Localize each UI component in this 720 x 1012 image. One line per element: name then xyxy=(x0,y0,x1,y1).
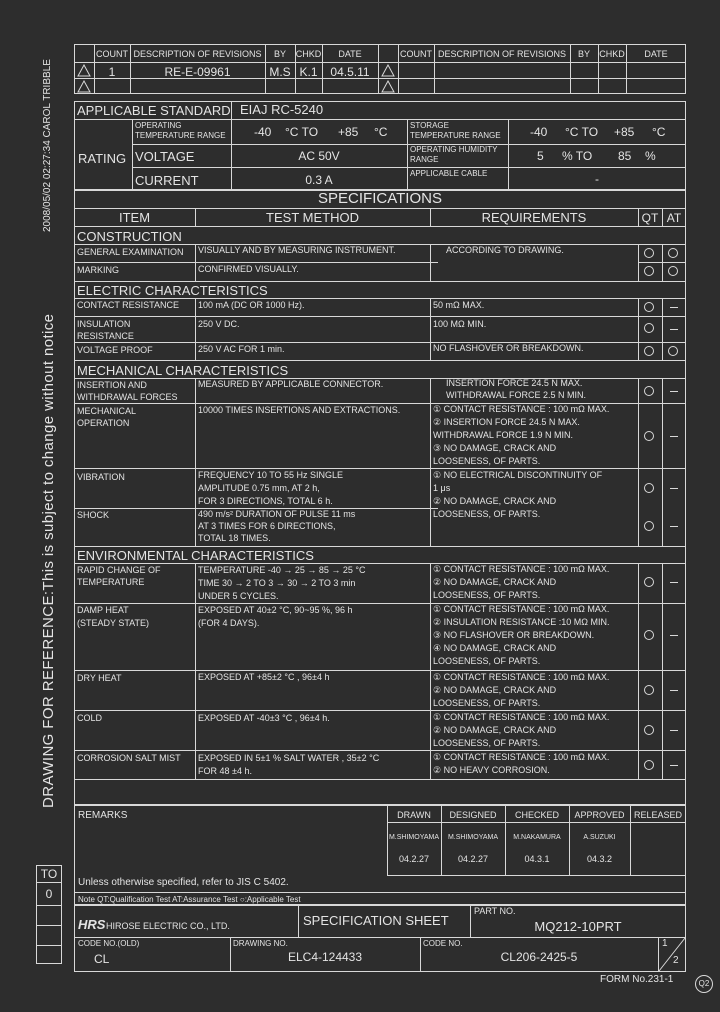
mech-test: 10000 TIMES INSERTIONS AND EXTRACTIONS. xyxy=(198,405,401,415)
shock-test-2: AT 3 TIMES FOR 6 DIRECTIONS, xyxy=(198,521,336,531)
insul-test: 250 V DC. xyxy=(198,319,240,329)
rev-date: 04.5.11 xyxy=(330,65,370,79)
qt-insul-mark xyxy=(644,323,654,333)
qt-mech-mark xyxy=(644,431,654,441)
side-notice: DRAWING FOR REFERENCE:This is subject to change without notice xyxy=(40,313,57,808)
qt-cold-mark xyxy=(644,725,654,735)
damp-item-2: (STEADY STATE) xyxy=(77,618,150,628)
sec-construction: CONSTRUCTION xyxy=(77,229,182,244)
general-test: VISUALLY AND BY MEASURING INSTRUMENT. xyxy=(198,245,396,255)
std-label: APPLICABLE STANDARD xyxy=(77,103,231,118)
drawn-date: 04.2.27 xyxy=(398,854,430,864)
shock-item: SHOCK xyxy=(77,510,110,520)
qt-contact-mark xyxy=(644,302,654,312)
rev-count: 1 xyxy=(108,65,116,79)
drawn-name: M.SHIMOYAMA xyxy=(388,834,440,841)
humidity-min: 5 xyxy=(537,149,544,163)
insul-item-2: RESISTANCE xyxy=(77,331,134,341)
mech-item-2: OPERATION xyxy=(77,418,130,428)
sheet-total: 2 xyxy=(673,955,679,966)
rapid-req-3: LOOSENESS, OF PARTS. xyxy=(433,590,541,600)
rev-by: M.S xyxy=(269,65,291,79)
mech-req-5: LOOSENESS, OF PARTS. xyxy=(433,456,541,466)
to-label: TO xyxy=(40,867,58,881)
qt-volt-mark xyxy=(644,346,654,356)
spec-title: SPECIFICATIONS xyxy=(318,190,442,207)
marking-test: CONFIRMED VISUALLY. xyxy=(198,264,299,274)
h-at: AT xyxy=(666,211,682,225)
op-temp-min: -40 xyxy=(254,125,272,139)
rapid-test-1: TEMPERATURE -40 → 25 → 85 → 25 °C xyxy=(198,565,366,575)
code-old: CL xyxy=(94,952,110,966)
cold-item: COLD xyxy=(77,713,103,723)
corr-req-1: ① CONTACT RESISTANCE : 100 mΩ MAX. xyxy=(433,752,610,762)
rapid-test-2: TIME 30 → 2 TO 3 → 30 → 2 TO 3 min xyxy=(198,578,356,588)
designed-date: 04.2.27 xyxy=(457,854,489,864)
vib-req-1: ① NO ELECTRICAL DISCONTINUITY OF xyxy=(433,470,603,480)
to-value: 0 xyxy=(45,887,53,901)
voltage-value: AC 50V xyxy=(298,149,340,163)
volt-item: VOLTAGE PROOF xyxy=(77,345,153,355)
at-shock-dash xyxy=(670,526,678,527)
dry-req-1: ① CONTACT RESISTANCE : 100 mΩ MAX. xyxy=(433,672,610,682)
h-item: ITEM xyxy=(118,210,151,225)
qt-shock-mark xyxy=(644,521,654,531)
op-temp-label: OPERATING TEMPERATURE RANGE xyxy=(135,121,226,140)
humidity-unit: % xyxy=(645,149,656,163)
at-vib-dash xyxy=(670,488,678,489)
revision-triangle-icon-4 xyxy=(381,80,395,93)
rev-h-by-2: BY xyxy=(577,49,590,59)
rev-h-count-2: COUNT xyxy=(400,49,432,59)
st-temp-min: -40 xyxy=(530,125,548,139)
side-stamp: 2008/05/02 02:27:34 CAROL TRIBBLE xyxy=(42,59,53,232)
revision-triangle-icon-2 xyxy=(381,64,395,77)
at-rapid-dash xyxy=(670,582,678,583)
qt-ins-mark xyxy=(644,386,654,396)
rapid-test-3: UNDER 5 CYCLES. xyxy=(198,591,279,601)
designed-name: M.SHIMOYAMA xyxy=(447,834,499,841)
damp-req-3: ③ NO FLASHOVER OR BREAKDOWN. xyxy=(433,630,595,640)
marking-item: MARKING xyxy=(77,265,120,275)
part-no-label: PART NO. xyxy=(474,906,516,916)
sec-mechanical: MECHANICAL CHARACTERISTICS xyxy=(77,363,289,378)
volt-req: NO FLASHOVER OR BREAKDOWN. xyxy=(433,343,584,353)
contact-req: 50 mΩ MAX. xyxy=(433,300,485,310)
qt-damp-mark xyxy=(644,630,654,640)
company-name: HIROSE ELECTRIC CO., LTD. xyxy=(106,921,230,931)
humidity-to: % TO xyxy=(562,149,593,163)
sheet-title: SPECIFICATION SHEET xyxy=(303,913,449,928)
vib-test-2: AMPLITUDE 0.75 mm, AT 2 h, xyxy=(198,483,320,493)
corr-req-2: ② NO HEAVY CORROSION. xyxy=(433,765,550,775)
designed-header: DESIGNED xyxy=(449,810,497,820)
st-temp-unit: °C xyxy=(652,125,666,139)
part-no: MQ212-10PRT xyxy=(534,919,622,934)
vib-test-3: FOR 3 DIRECTIONS, TOTAL 6 h. xyxy=(198,496,333,506)
mech-item-1: MECHANICAL xyxy=(77,406,137,416)
h-qt: QT xyxy=(641,211,659,225)
checked-name: M.NAKAMURA xyxy=(513,834,561,841)
insul-item-1: INSULATION xyxy=(77,319,131,329)
mech-req-3: WITHDRAWAL FORCE 1.9 N MIN. xyxy=(433,430,574,440)
vib-req-2: 1 μs xyxy=(433,483,451,493)
released-header: RELEASED xyxy=(633,810,683,820)
approved-name: A.SUZUKI xyxy=(583,834,616,841)
rapid-req-2: ② NO DAMAGE, CRACK AND xyxy=(433,577,557,587)
shock-test-1: 490 m/s² DURATION OF PULSE 11 ms xyxy=(198,509,356,519)
sheet-num: 1 xyxy=(662,938,668,949)
damp-test-2: (FOR 4 DAYS). xyxy=(198,618,260,628)
rev-h-by: BY xyxy=(273,49,286,59)
general-item: GENERAL EXAMINATION xyxy=(77,247,184,257)
std-value: EIAJ RC-5240 xyxy=(240,102,324,117)
at-corr-dash xyxy=(670,765,678,766)
voltage-label: VOLTAGE xyxy=(135,149,195,164)
corr-test-2: FOR 48 ±4 h. xyxy=(198,766,252,776)
rev-h-chkd-2: CHKD xyxy=(599,49,625,59)
rapid-item-2: TEMPERATURE xyxy=(77,577,145,587)
rev-h-count: COUNT xyxy=(96,49,128,59)
code-no-label: CODE NO. xyxy=(423,939,463,948)
at-cold-dash xyxy=(670,730,678,731)
rev-h-desc-2: DESCRIPTION OF REVISIONS xyxy=(437,49,567,59)
cold-req-1: ① CONTACT RESISTANCE : 100 mΩ MAX. xyxy=(433,712,610,722)
current-value: 0.3 A xyxy=(305,173,333,187)
ins-req-2: WITHDRAWAL FORCE 2.5 N MIN. xyxy=(446,390,587,400)
qt-marking-mark xyxy=(644,266,654,276)
qt-vib-mark xyxy=(644,483,654,493)
vib-item: VIBRATION xyxy=(77,472,125,482)
code-no: CL206-2425-5 xyxy=(500,950,578,964)
at-contact-dash xyxy=(670,307,678,308)
rapid-item-1: RAPID CHANGE OF xyxy=(77,565,161,575)
rapid-req-1: ① CONTACT RESISTANCE : 100 mΩ MAX. xyxy=(433,564,610,574)
sec-electric: ELECTRIC CHARACTERISTICS xyxy=(77,283,268,298)
dry-test: EXPOSED AT +85±2 °C , 96±4 h xyxy=(198,672,330,682)
remarks-label: REMARKS xyxy=(78,810,128,821)
ins-item-1: INSERTION AND xyxy=(77,380,147,390)
rating-label: RATING xyxy=(78,151,127,166)
humidity-max: 85 xyxy=(618,149,632,163)
rev-chkd: K.1 xyxy=(299,65,318,79)
vib-test-1: FREQUENCY 10 TO 55 Hz SINGLE xyxy=(198,470,344,480)
mech-req-1: ① CONTACT RESISTANCE : 100 mΩ MAX. xyxy=(433,404,610,414)
rev-h-date-2: DATE xyxy=(644,49,668,59)
corr-item: CORROSION SALT MIST xyxy=(77,753,181,763)
jis-note: Unless otherwise specified, refer to JIS C 5402. xyxy=(78,877,289,888)
damp-req-2: ② INSULATION RESISTANCE :10 MΩ MIN. xyxy=(433,617,610,627)
at-marking-mark xyxy=(668,266,678,276)
rev-h-desc: DESCRIPTION OF REVISIONS xyxy=(133,49,262,59)
at-dry-dash xyxy=(670,690,678,691)
approved-date: 04.3.2 xyxy=(586,854,613,864)
dry-req-3: LOOSENESS, OF PARTS. xyxy=(433,698,541,708)
drawing-no-label: DRAWING NO. xyxy=(233,939,288,948)
damp-req-5: LOOSENESS, OF PARTS. xyxy=(433,656,541,666)
form-number: FORM No.231-1 xyxy=(600,974,674,985)
at-ins-dash xyxy=(670,391,678,392)
at-volt-mark xyxy=(668,346,678,356)
rev-desc: RE-E-09961 xyxy=(164,65,231,79)
dry-item: DRY HEAT xyxy=(77,673,122,683)
cold-test: EXPOSED AT -40±3 °C , 96±4 h. xyxy=(198,713,330,723)
at-mech-dash xyxy=(670,436,678,437)
st-temp-to: °C TO xyxy=(565,125,599,139)
qt-rapid-mark xyxy=(644,577,654,587)
damp-req-1: ① CONTACT RESISTANCE : 100 mΩ MAX. xyxy=(433,604,610,614)
checked-header: CHECKED xyxy=(514,810,559,820)
cable-value: - xyxy=(595,172,599,186)
checked-date: 04.3.1 xyxy=(524,854,550,864)
ins-req-1: INSERTION FORCE 24.5 N MAX. xyxy=(446,378,583,388)
cold-req-2: ② NO DAMAGE, CRACK AND xyxy=(433,725,557,735)
revision-triangle-icon-3 xyxy=(77,80,91,93)
damp-req-4: ④ NO DAMAGE, CRACK AND xyxy=(433,643,557,653)
cold-req-3: LOOSENESS, OF PARTS. xyxy=(433,738,541,748)
st-temp-max: +85 xyxy=(614,125,635,139)
h-req: REQUIREMENTS xyxy=(481,210,587,225)
op-temp-to: °C TO xyxy=(285,125,319,139)
hrs-logo: HRS xyxy=(78,917,106,932)
revision-triangle-icon xyxy=(77,64,91,77)
corner-mark: Q2 xyxy=(695,975,713,993)
general-req: ACCORDING TO DRAWING. xyxy=(446,245,564,255)
shock-test-3: TOTAL 18 TIMES. xyxy=(198,533,271,543)
insul-req: 100 MΩ MIN. xyxy=(433,319,487,329)
cable-label: APPLICABLE CABLE xyxy=(410,169,488,178)
corr-test-1: EXPOSED IN 5±1 % SALT WATER , 35±2 °C xyxy=(198,753,380,763)
mech-req-2: ② INSERTION FORCE 24.5 N MAX. xyxy=(433,417,580,427)
at-general-mark xyxy=(668,248,678,258)
dry-req-2: ② NO DAMAGE, CRACK AND xyxy=(433,685,557,695)
damp-item-1: DAMP HEAT xyxy=(77,605,129,615)
humidity-label: OPERATING HUMIDITY RANGE xyxy=(410,145,498,164)
note-line: Note QT:Qualification Test AT:Assurance Test ○:Applicable Test xyxy=(78,895,301,904)
drawing-no: ELC4-124433 xyxy=(287,950,363,964)
at-damp-dash xyxy=(670,635,678,636)
qt-dry-mark xyxy=(644,685,654,695)
sec-environmental: ENVIRONMENTAL CHARACTERISTICS xyxy=(77,548,314,563)
code-old-label: CODE NO.(OLD) xyxy=(78,939,140,948)
at-insul-dash xyxy=(670,329,678,330)
st-temp-label: STORAGE TEMPERATURE RANGE xyxy=(410,121,501,140)
contact-item: CONTACT RESISTANCE xyxy=(77,300,180,310)
op-temp-unit: °C xyxy=(374,125,388,139)
h-test: TEST METHOD xyxy=(266,210,359,225)
approved-header: APPROVED xyxy=(574,810,625,820)
mech-req-4: ③ NO DAMAGE, CRACK AND xyxy=(433,443,557,453)
volt-test: 250 V AC FOR 1 min. xyxy=(198,344,285,354)
op-temp-max: +85 xyxy=(338,125,359,139)
contact-test: 100 mA (DC OR 1000 Hz). xyxy=(198,300,305,310)
vib-req-3: ② NO DAMAGE, CRACK AND xyxy=(433,496,557,506)
damp-test-1: EXPOSED AT 40±2 °C, 90~95 %, 96 h xyxy=(198,605,353,615)
ins-item-2: WITHDRAWAL FORCES xyxy=(77,392,178,402)
rev-h-chkd: CHKD xyxy=(295,49,322,59)
vib-req-4: LOOSENESS, OF PARTS. xyxy=(433,509,541,519)
qt-general-mark xyxy=(644,248,654,258)
rev-h-date: DATE xyxy=(338,49,362,59)
drawn-header: DRAWN xyxy=(397,810,431,820)
current-label: CURRENT xyxy=(135,173,199,188)
qt-corr-mark xyxy=(644,760,654,770)
ins-test: MEASURED BY APPLICABLE CONNECTOR. xyxy=(198,379,384,389)
